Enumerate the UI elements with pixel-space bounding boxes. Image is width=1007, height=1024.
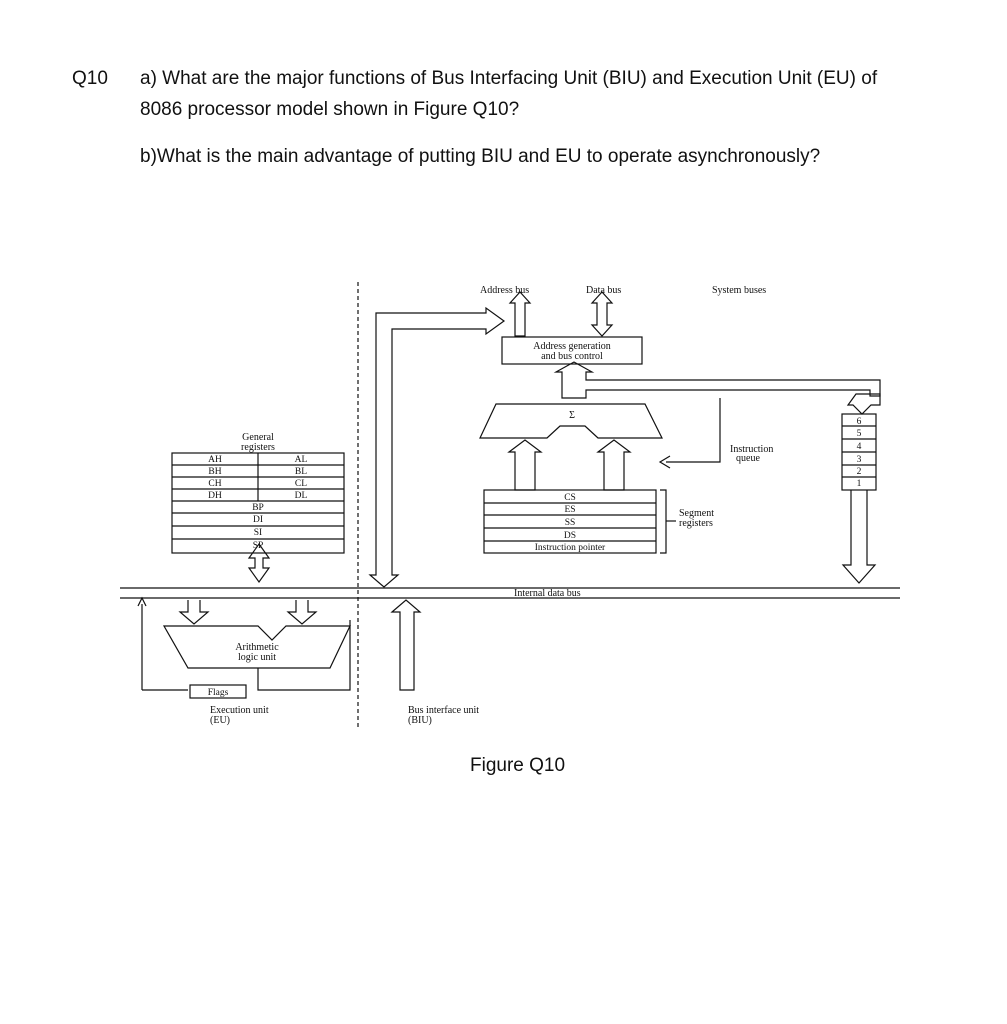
reg-al: AL [294, 455, 308, 465]
segment-to-adder-arrow-left [509, 440, 541, 490]
segment-registers-bracket [660, 490, 666, 553]
biu-label-1: Bus interface unit [408, 705, 480, 716]
address-bus-label: Address bus [480, 285, 530, 296]
reg-dh: DH [208, 491, 222, 501]
seg-ss: SS [564, 518, 576, 528]
general-registers-label-2: registers [241, 442, 275, 453]
segment-to-adder-arrow-right [598, 440, 630, 490]
addr-gen-label-1: Address generation [533, 341, 611, 352]
address-bus-arrow [510, 292, 530, 336]
reg-ah: AH [208, 455, 222, 465]
question-part-a-line2: 8086 processor model shown in Figure Q10? [140, 99, 520, 120]
addr-gen-label-2: and bus control [541, 351, 603, 362]
reg-bp: BP [252, 503, 264, 513]
internal-to-biu-arrow [392, 600, 420, 690]
reg-dl: DL [294, 491, 308, 501]
queue-to-internal-arrow [843, 490, 875, 583]
instruction-queue-label-2: queue [736, 453, 760, 464]
queue-slot-1: 1 [856, 479, 862, 489]
alu-label-2: logic unit [237, 652, 277, 663]
instruction-queue-label-1: Instruction [730, 444, 774, 455]
bus-to-alu-arrow-left [180, 600, 208, 624]
reg-si: SI [253, 528, 263, 538]
queue-slot-3: 3 [856, 455, 862, 465]
internal-data-bus-label: Internal data bus [514, 588, 581, 599]
question-part-b: b)What is the main advantage of putting BIU and EU to operate asynchronously? [140, 146, 821, 167]
question-number: Q10 [72, 68, 108, 89]
system-buses-label: System buses [712, 285, 767, 296]
seg-cs: CS [564, 493, 576, 503]
queue-to-adder-line [666, 398, 720, 462]
general-registers-label-1: General [242, 432, 274, 443]
reg-ch: CH [208, 479, 222, 489]
queue-slot-6: 6 [856, 417, 862, 427]
bus-to-alu-arrow-right [288, 600, 316, 624]
queue-slot-5: 5 [856, 429, 862, 439]
queue-slot-4: 4 [856, 442, 862, 452]
data-bus-arrow [592, 292, 612, 336]
reg-sp: SP [252, 541, 264, 551]
reg-cl: CL [294, 479, 308, 489]
alu-label-1: Arithmetic [235, 642, 279, 653]
eu-label-1: Execution unit [210, 705, 269, 716]
adder-to-addrgen-arrow [556, 362, 880, 398]
seg-es: ES [564, 505, 576, 515]
eu-label-2: (EU) [210, 715, 230, 726]
bus-to-queue-arrow [848, 394, 880, 414]
queue-slot-2: 2 [856, 467, 862, 477]
question-part-a-line1: a) What are the major functions of Bus Interfacing Unit (BIU) and Execution Unit (EU) of [140, 68, 878, 89]
flags-label: Flags [207, 688, 229, 698]
segment-registers-label-2: registers [679, 518, 713, 529]
adder-sigma: Σ [569, 410, 575, 421]
reg-di: DI [252, 515, 264, 525]
reg-bl: BL [294, 467, 308, 477]
seg-ip: Instruction pointer [534, 543, 606, 553]
seg-ds: DS [563, 531, 577, 541]
segment-registers-label-1: Segment [679, 508, 714, 519]
biu-label-2: (BIU) [408, 715, 432, 726]
reg-bh: BH [208, 467, 222, 477]
figure-caption: Figure Q10 [470, 755, 566, 776]
data-bus-label: Data bus [586, 285, 622, 296]
